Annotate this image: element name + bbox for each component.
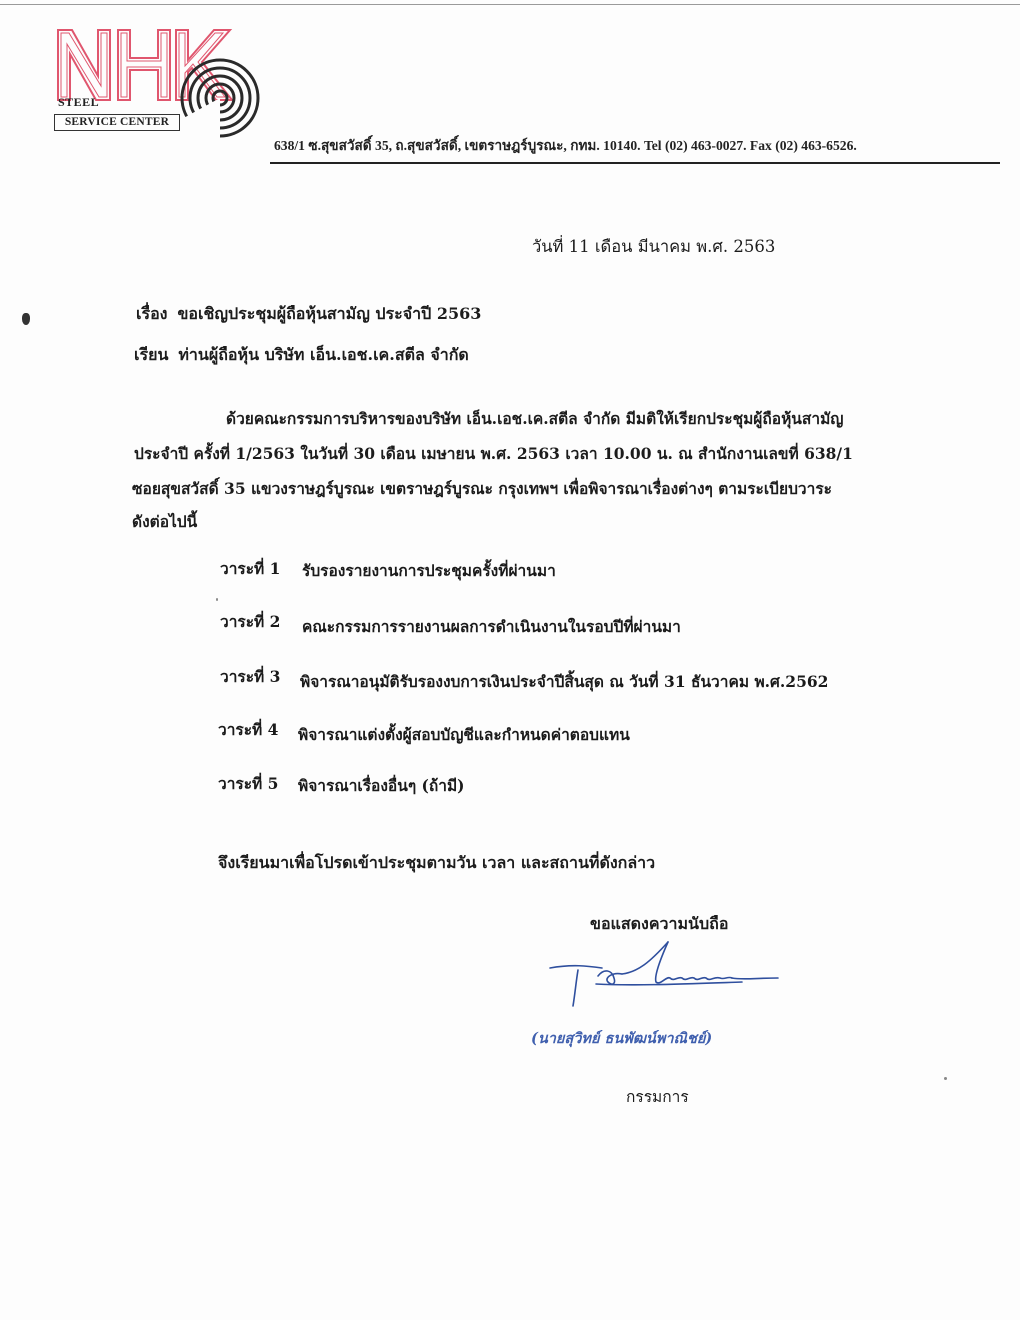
scan-top-edge [0,4,1020,5]
agenda-text: พิจารณาแต่งตั้งผู้สอบบัญชีและกำหนดค่าตอบแทน [298,725,630,744]
agenda-number: วาระที่ 5 [218,774,279,793]
recipient-label: เรียน [134,345,169,364]
agenda-text: พิจารณาเรื่องอื่นๆ (ถ้ามี) [298,776,465,795]
signature [542,938,792,1008]
subject-text: ขอเชิญประชุมผู้ถือหุ้นสามัญ ประจำปี 2563 [177,304,482,323]
subject-row [136,302,481,327]
agenda-number: วาระที่ 3 [220,667,281,686]
signer-position: กรรมการ [626,1088,689,1106]
recipient-text: ท่านผู้ถือหุ้น บริษัท เอ็น.เอช.เค.สตีล จำกัด [178,345,469,364]
logo-steel-text: STEEL [58,95,100,109]
signer-name: (นายสุวิทย์ ธนพัฒน์พาณิชย์) [531,1030,713,1047]
scan-speck [944,1077,947,1080]
agenda-number: วาระที่ 2 [220,612,281,631]
agenda-number: วาระที่ 4 [218,720,279,739]
agenda-text: รับรองรายงานการประชุมครั้งที่ผ่านมา [302,561,556,580]
logo-service-center-text: SERVICE CENTER [54,114,180,131]
letter-date: วันที่ 11 เดือน มีนาคม พ.ศ. 2563 [532,237,776,256]
scan-speck [216,598,218,601]
recipient-row [134,343,469,368]
signature-scrawl [542,938,792,1008]
body-line-2: ประจำปี ครั้งที่ 1/2563 ในวันที่ 30 เดือน เมษายน พ.ศ. 2563 เวลา 10.00 น. ณ สำนักงานเลขที่ 638/1 [134,444,853,463]
body-line-4: ดังต่อไปนี้ [132,512,198,531]
agenda-text: คณะกรรมการรายงานผลการดำเนินงานในรอบปีที่ผ่านมา [302,617,681,636]
binder-punch-mark [22,313,30,325]
body-line-1: ด้วยคณะกรรมการบริหารของบริษัท เอ็น.เอช.เค.สตีล จำกัด มีมติให้เรียกประชุมผู้ถือหุ้นสามัญ [226,409,844,428]
company-address: 638/1 ซ.สุขสวัสดิ์ 35, ถ.สุขสวัสดิ์, เขตราษฎร์บูรณะ, กทม. 10140. Tel (02) 463-0027. Fax (02) 463-6526. [274,138,857,153]
agenda-text: พิจารณาอนุมัติรับรองงบการเงินประจำปีสิ้นสุด ณ วันที่ 31 ธันวาคม พ.ศ.2562 [300,672,829,691]
subject-label: เรื่อง [136,304,168,323]
body-line-3: ซอยสุขสวัสดิ์ 35 แขวงราษฎร์บูรณะ เขตราษฎร์บูรณะ กรุงเทพฯ เพื่อพิจารณาเรื่องต่างๆ ตามระเบียบวาระ [132,479,832,498]
closing-sentence: จึงเรียนมาเพื่อโปรดเข้าประชุมตามวัน เวลา และสถานที่ดังกล่าว [218,853,656,872]
header-divider [270,162,1000,164]
complimentary-close: ขอแสดงความนับถือ [590,914,729,933]
agenda-number: วาระที่ 1 [220,559,281,578]
